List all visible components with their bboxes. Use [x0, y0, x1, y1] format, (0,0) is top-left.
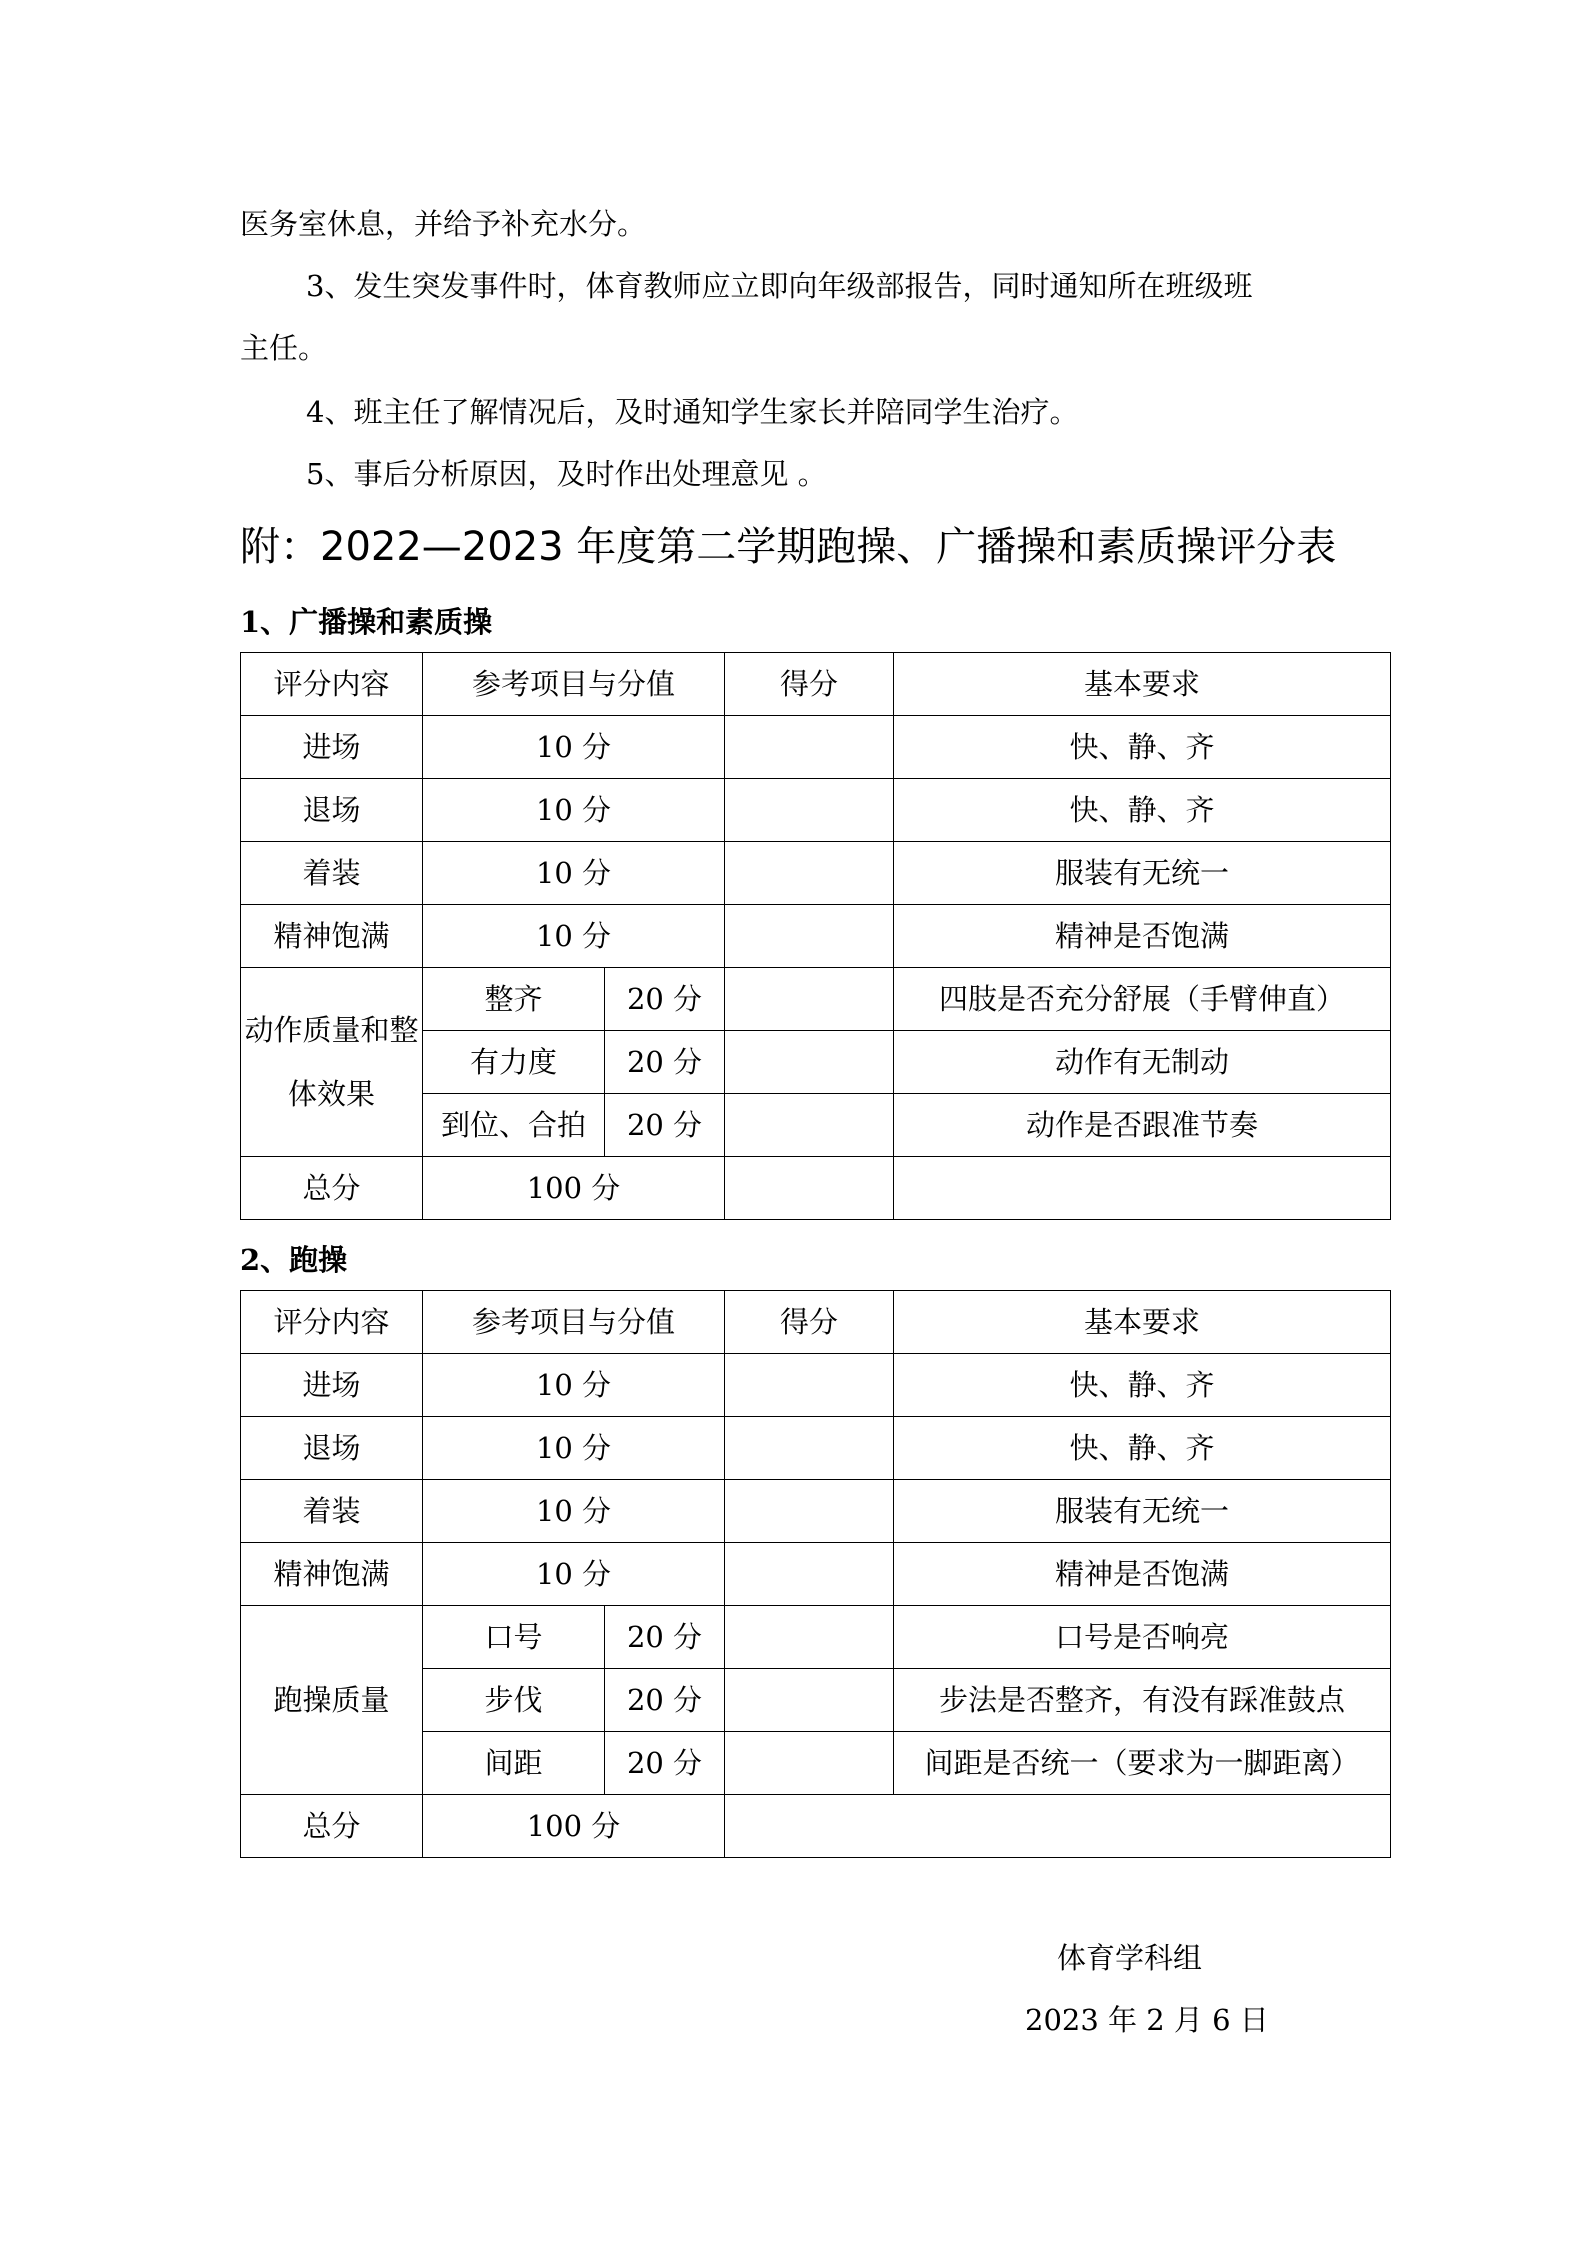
header-cell: 参考项目与分值	[423, 1291, 725, 1354]
scoring-table-broadcast-exercise	[240, 652, 1391, 1220]
sub-item-cell: 整齐	[423, 968, 605, 1031]
earned-score-cell	[725, 1543, 894, 1606]
score-value-cell: 10 分	[423, 1417, 725, 1480]
table-row	[241, 1417, 1391, 1480]
item-cell: 退场	[241, 779, 423, 842]
requirement-cell: 快、静、齐	[894, 1354, 1391, 1417]
table-row	[241, 905, 1391, 968]
requirement-cell: 快、静、齐	[894, 1417, 1391, 1480]
earned-score-cell	[725, 842, 894, 905]
item-cell: 精神饱满	[241, 905, 423, 968]
total-label-cell: 总分	[241, 1157, 423, 1220]
table-header-row	[241, 653, 1391, 716]
requirement-cell	[894, 1157, 1391, 1220]
merged-empty-cell	[725, 1795, 1391, 1858]
table-header-row	[241, 1291, 1391, 1354]
section-title-broadcast-exercise: 1、广播操和素质操	[240, 605, 493, 639]
header-cell: 得分	[725, 653, 894, 716]
table-row	[241, 968, 1391, 1031]
sub-item-cell: 口号	[423, 1606, 605, 1669]
header-cell: 得分	[725, 1291, 894, 1354]
requirement-cell: 服装有无统一	[894, 1480, 1391, 1543]
requirement-cell: 快、静、齐	[894, 779, 1391, 842]
earned-score-cell	[725, 1094, 894, 1157]
sub-item-cell: 间距	[423, 1732, 605, 1795]
header-cell: 评分内容	[241, 653, 423, 716]
earned-score-cell	[725, 1606, 894, 1669]
total-label-cell: 总分	[241, 1795, 423, 1858]
table-row	[241, 1543, 1391, 1606]
appendix-heading: 附：2022—2023 年度第二学期跑操、广播操和素质操评分表	[240, 524, 1337, 570]
table-total-row	[241, 1795, 1391, 1858]
score-value-cell: 10 分	[423, 716, 725, 779]
score-value-cell: 20 分	[605, 968, 725, 1031]
header-cell: 基本要求	[894, 1291, 1391, 1354]
requirement-cell: 步法是否整齐，有没有踩准鼓点	[894, 1669, 1391, 1732]
earned-score-cell	[725, 968, 894, 1031]
header-cell: 评分内容	[241, 1291, 423, 1354]
paragraph-item-3: 3、发生突发事件时，体育教师应立即向年级部报告，同时通知所在班级班	[306, 269, 1253, 303]
table-row	[241, 1354, 1391, 1417]
requirement-cell: 间距是否统一（要求为一脚距离）	[894, 1732, 1391, 1795]
requirement-cell: 精神是否饱满	[894, 1543, 1391, 1606]
table-row	[241, 779, 1391, 842]
earned-score-cell	[725, 905, 894, 968]
group-label-cell: 动作质量和整体效果	[241, 968, 423, 1157]
score-value-cell: 10 分	[423, 1354, 725, 1417]
item-cell: 退场	[241, 1417, 423, 1480]
earned-score-cell	[725, 1157, 894, 1220]
score-value-cell: 10 分	[423, 1543, 725, 1606]
score-value-cell: 20 分	[605, 1669, 725, 1732]
total-value-cell: 100 分	[423, 1157, 725, 1220]
sub-item-cell: 步伐	[423, 1669, 605, 1732]
item-cell: 着装	[241, 842, 423, 905]
score-value-cell: 10 分	[423, 842, 725, 905]
score-value-cell: 10 分	[423, 779, 725, 842]
item-cell: 进场	[241, 716, 423, 779]
earned-score-cell	[725, 1417, 894, 1480]
header-cell: 基本要求	[894, 653, 1391, 716]
table-row	[241, 842, 1391, 905]
requirement-cell: 服装有无统一	[894, 842, 1391, 905]
table-row	[241, 1480, 1391, 1543]
group-label-cell: 跑操质量	[241, 1606, 423, 1795]
earned-score-cell	[725, 1031, 894, 1094]
section-title-running-exercise: 2、跑操	[240, 1243, 348, 1277]
earned-score-cell	[725, 1732, 894, 1795]
table-total-row	[241, 1157, 1391, 1220]
earned-score-cell	[725, 716, 894, 779]
signature-date: 2023 年 2 月 6 日	[1025, 2003, 1269, 2037]
requirement-cell: 快、静、齐	[894, 716, 1391, 779]
signature-group: 体育学科组	[1057, 1941, 1203, 1975]
earned-score-cell	[725, 1669, 894, 1732]
earned-score-cell	[725, 1480, 894, 1543]
header-cell: 参考项目与分值	[423, 653, 725, 716]
item-cell: 着装	[241, 1480, 423, 1543]
score-value-cell: 20 分	[605, 1606, 725, 1669]
table-row	[241, 1606, 1391, 1669]
score-value-cell: 20 分	[605, 1031, 725, 1094]
paragraph-line: 主任。	[240, 331, 328, 365]
paragraph-item-5: 5、事后分析原因，及时作出处理意见 。	[306, 457, 827, 491]
score-value-cell: 10 分	[423, 905, 725, 968]
paragraph-item-4: 4、班主任了解情况后，及时通知学生家长并陪同学生治疗。	[306, 395, 1079, 429]
requirement-cell: 口号是否响亮	[894, 1606, 1391, 1669]
total-value-cell: 100 分	[423, 1795, 725, 1858]
requirement-cell: 四肢是否充分舒展（手臂伸直）	[894, 968, 1391, 1031]
earned-score-cell	[725, 1354, 894, 1417]
score-value-cell: 10 分	[423, 1480, 725, 1543]
sub-item-cell: 有力度	[423, 1031, 605, 1094]
score-value-cell: 20 分	[605, 1094, 725, 1157]
item-cell: 进场	[241, 1354, 423, 1417]
requirement-cell: 动作有无制动	[894, 1031, 1391, 1094]
table-row	[241, 716, 1391, 779]
scoring-table-running-exercise	[240, 1290, 1391, 1858]
score-value-cell: 20 分	[605, 1732, 725, 1795]
requirement-cell: 精神是否饱满	[894, 905, 1391, 968]
item-cell: 精神饱满	[241, 1543, 423, 1606]
earned-score-cell	[725, 779, 894, 842]
requirement-cell: 动作是否跟准节奏	[894, 1094, 1391, 1157]
paragraph-line: 医务室休息，并给予补充水分。	[240, 207, 647, 241]
sub-item-cell: 到位、合拍	[423, 1094, 605, 1157]
